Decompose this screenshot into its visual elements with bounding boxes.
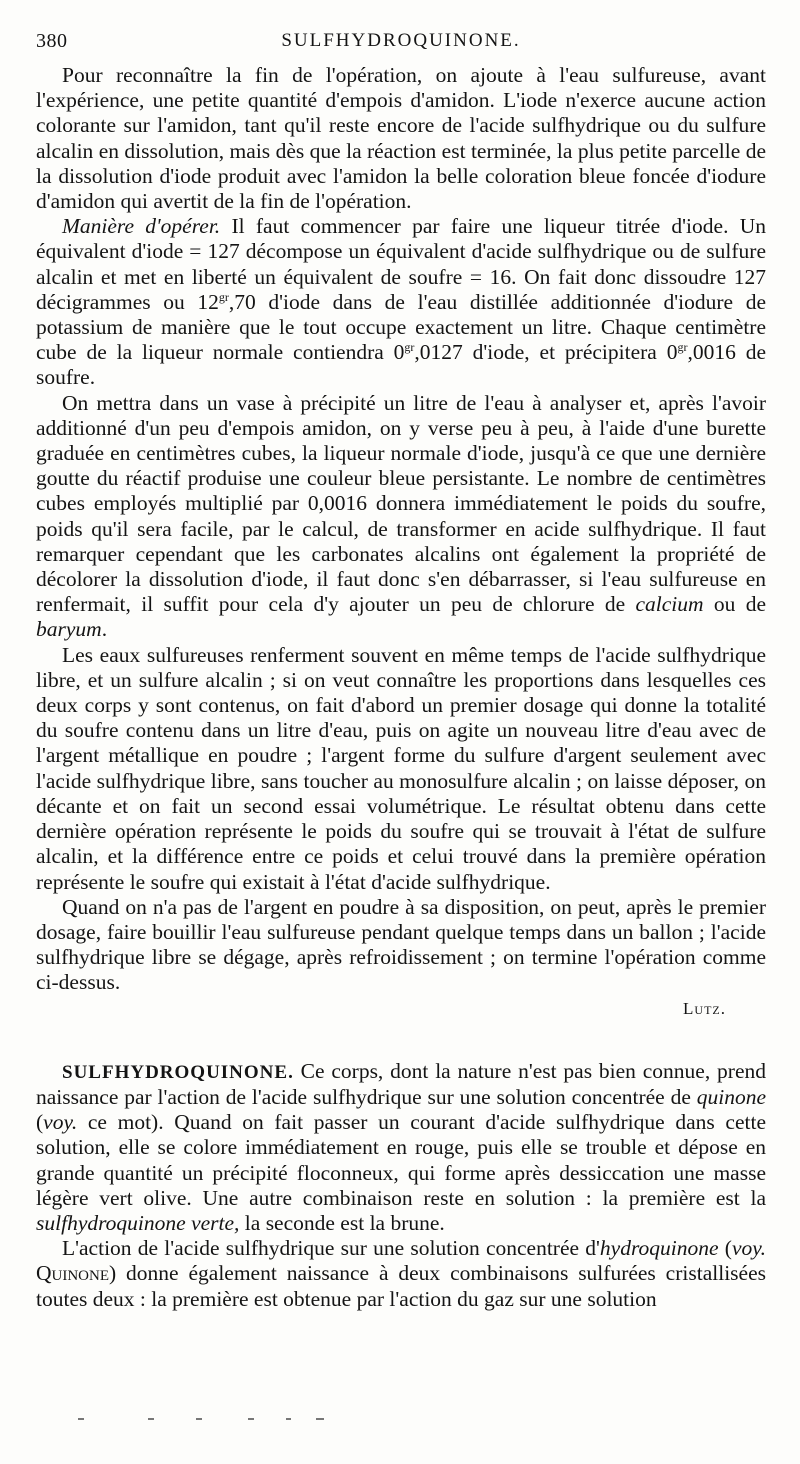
article-body — [36, 63, 766, 1312]
page-number: 380 — [36, 30, 68, 52]
paragraph-titration: On mettra dans un vase à précipité un litre de l'eau à analyser et, après l'avoir additionné d'un peu d'empois amidon, on y verse peu à peu, à l'aide d'une burette graduée en centimètres cubes, la liqueur normale d'iode, jusqu'à ce que une dernière goutte du réactif produise une couleur bleue persistante. Le nombre de centimètres cubes employés multiplié par 0,0016 donnera immédiatement le poids du soufre, poids qu'il sera facile, par le calcul, de transformer en acide sulfhydrique. Il faut remarquer cependant que les carbonates alcalins ont également la propriété de décolorer la dissolution d'iode, il faut donc s'en débarrasser, si l'eau sulfureuse en renfermait, il suffit pour cela d'y ajouter un peu de chlorure de calcium ou de baryum. — [36, 390, 766, 642]
entry-sulfhydroquinone: SULFHYDROQUINONE. Ce corps, dont la nature n'est pas bien connue, prend naissance par l'action de l'acide sulfhydrique sur une solution concentrée de quinone (voy. ce mot). Quand on fait passer un courant d'acide sulfhydrique dans cette solution, elle se colore immédiatement en rouge, puis elle se trouble et dépose en grande quantité un précipité floconneux, qui forme après dessiccation une masse légère vert olive. Une autre combinaison reste en solution : la première est la sulfhydroquinone verte, la seconde est la brune. — [36, 1058, 766, 1235]
paragraph-proportions: Les eaux sulfureuses renferment souvent en même temps de l'acide sulfhydrique libre, et un sulfure alcalin ; si on veut connaître les proportions dans lesquelles ces deux corps y sont contenus, on fait d'abord un premier dosage qui donne la totalité du soufre contenu dans un litre d'eau, puis on agite un nouveau litre d'eau avec de l'argent métallique en poudre ; l'argent forme du sulfure d'argent seulement avec l'acide sulfhydrique libre, sans toucher au monosulfure alcalin ; on laisse déposer, on décante et on fait un second essai volumétrique. Le résultat obtenu dans cette dernière opération représente le poids du soufre qui se trouvait à l'état de sulfure alcalin, et la différence entre ce poids et celui trouvé dans la première opération représente le soufre qui existait à l'état d'acide sulfhydrique. — [36, 642, 766, 894]
print-marks — [78, 1418, 338, 1422]
paragraph-alternative: Quand on n'a pas de l'argent en poudre à sa disposition, on peut, après le premier dosage, faire bouillir l'eau sulfureuse pendant quelque temps dans un ballon ; l'acide sulfhydrique libre se dégage, après refroidissement ; on termine l'opération comme ci-dessus. Lutz. — [36, 895, 766, 1021]
paragraph-hydroquinone: L'action de l'acide sulfhydrique sur une solution concentrée d'hydroquinone (voy. Quinone) donne également naissance à deux combinaisons sulfurées cristallisées toutes deux : la première est obtenue par l'action du gaz sur une solution — [36, 1236, 766, 1311]
paragraph-procedure: Manière d'opérer. Il faut commencer par faire une liqueur titrée d'iode. Un équivalent d'iode = 127 décompose un équivalent d'acide sulfhydrique ou de sulfure alcalin et met en liberté un équivalent de soufre = 16. On fait donc dissoudre 127 décigrammes ou $12^{gr},70$ d'iode dans de l'eau distillée additionnée d'iodure de potassium de manière que le tout occupe exactement un litre. Chaque centimètre cube de la liqueur normale contiendra $0^{gr},0127$ d'iode, et précipitera $0^{gr},0016$ de soufre. — [36, 214, 766, 390]
running-title: SULFHYDROQUINONE. — [281, 30, 521, 51]
entry-headword: SULFHYDROQUINONE. — [62, 1061, 294, 1083]
author-signature: Lutz. — [683, 998, 726, 1018]
page-header — [36, 30, 766, 58]
paragraph-end-of-operation: Pour reconnaître la fin de l'opération, on ajoute à l'eau sulfureuse, avant l'expérience, une petite quantité d'empois d'amidon. L'iode n'exerce aucune action colorante sur l'amidon, tant qu'il reste encore de l'acide sulfhydrique ou du sulfure alcalin en dissolution, mais dès que la réaction est terminée, la plus petite parcelle de la dissolution d'iode produit avec l'amidon la belle coloration bleue foncée d'iodure d'amidon qui avertit de la fin de l'opération. — [36, 63, 766, 214]
section-lead: Manière d'opérer. — [62, 214, 221, 239]
